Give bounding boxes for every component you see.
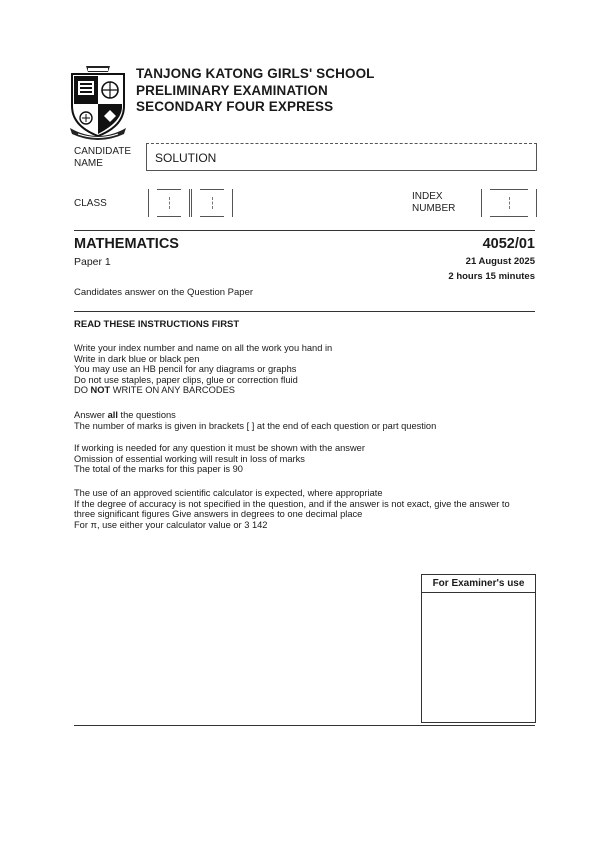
instruction-line: The number of marks is given in brackets [ ] at the end of each question or part question xyxy=(74,420,437,431)
instruction-line: You may use an HB pencil for any diagrams or graphs xyxy=(74,364,297,374)
answer-note: Candidates answer on the Question Paper xyxy=(74,287,254,298)
exam-title: PRELIMINARY EXAMINATION xyxy=(136,82,328,98)
instruction-line: The total of the marks for this paper is 90 xyxy=(74,464,243,474)
instruction-line: Do not use staples, paper clips, glue or correction fluid xyxy=(74,374,298,385)
examiner-use-box xyxy=(421,574,536,723)
exam-level: SECONDARY FOUR EXPRESS xyxy=(136,99,334,114)
class-label: CLASS xyxy=(74,198,107,209)
school-crest-icon xyxy=(68,64,128,140)
instruction-line: For π, use either your calculator value or 3 142 xyxy=(74,519,268,530)
instruction-line-answer: Answer all the questions xyxy=(74,410,176,420)
index-number-label: INDEX NUMBER xyxy=(412,191,456,214)
instruction-line: three significant figures Give answers in degrees to one decimal place xyxy=(74,509,363,519)
class-digit-box-2[interactable] xyxy=(191,189,233,217)
examiner-use-heading: For Examiner's use xyxy=(422,575,535,593)
instructions-group-4 xyxy=(74,488,544,530)
instructions-divider xyxy=(74,311,535,312)
instruction-line-barcodes: DO NOT WRITE ON ANY BARCODES xyxy=(74,385,235,395)
instruction-line: If the degree of accuracy is not specified in the question, and if the answer is not exact, give the answer to xyxy=(74,498,510,509)
paper-code: 4052/01 xyxy=(482,236,535,252)
instruction-line: If working is needed for any question it must be shown with the answer xyxy=(74,443,365,453)
instruction-line: The use of an approved scientific calculator is expected, where appropriate xyxy=(74,488,383,498)
exam-date: 21 August 2025 xyxy=(465,256,535,267)
instruction-line: Write your index number and name on all the work you hand in xyxy=(74,343,333,353)
footer-divider xyxy=(74,725,535,726)
school-header xyxy=(136,66,375,116)
subject-title: MATHEMATICS xyxy=(74,236,179,252)
instructions-group-1 xyxy=(74,343,544,396)
candidate-name-label: CANDIDATE NAME xyxy=(74,146,132,169)
school-name: TANJONG KATONG GIRLS' SCHOOL xyxy=(136,66,375,81)
header-divider xyxy=(74,230,535,231)
index-number-box[interactable] xyxy=(481,189,537,217)
instructions-group-3 xyxy=(74,443,544,475)
paper-number: Paper 1 xyxy=(74,256,111,268)
class-digit-box-1[interactable] xyxy=(148,189,190,217)
candidate-name-value: SOLUTION xyxy=(155,151,217,165)
instructions-heading: READ THESE INSTRUCTIONS FIRST xyxy=(74,319,240,330)
instruction-line: Write in dark blue or black pen xyxy=(74,353,200,364)
exam-duration: 2 hours 15 minutes xyxy=(448,271,535,282)
instruction-line: Omission of essential working will result in loss of marks xyxy=(74,453,305,464)
instructions-group-2 xyxy=(74,410,544,431)
